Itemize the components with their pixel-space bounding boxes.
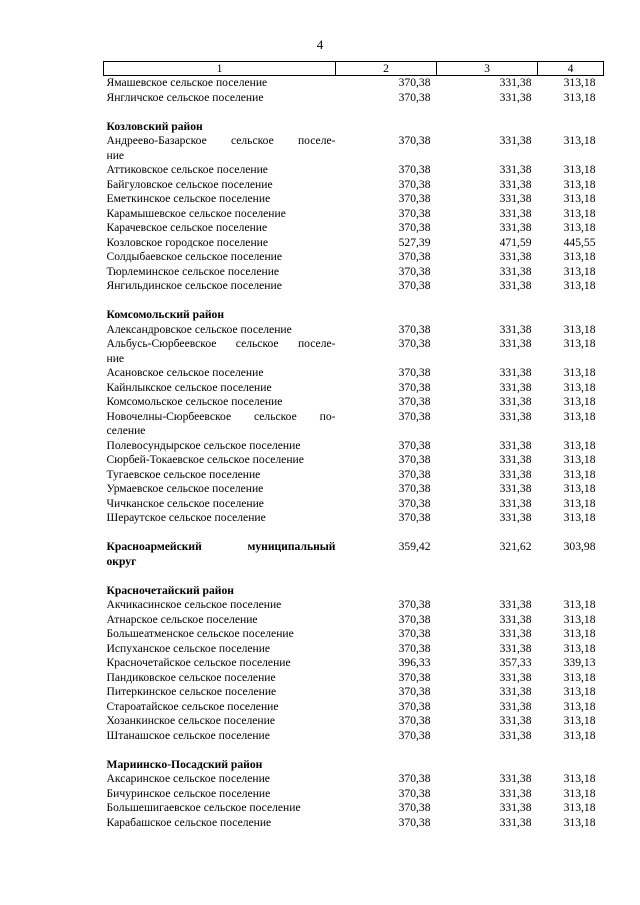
table-row	[104, 337, 604, 366]
value-cell-col-3: 331,38	[499, 163, 532, 176]
settlement-name-cell: Байгуловское сельское поселение	[106, 177, 273, 191]
spacer-cell	[104, 743, 604, 758]
district-heading: Красночетайский район	[106, 583, 234, 597]
value-cell-col-3: 331,38	[499, 322, 532, 336]
value-cell-col-3: 331,38	[499, 337, 532, 350]
value-cell-col-3: 331,38	[499, 496, 532, 510]
settlement-name-cell: Янгличское сельское поселение	[106, 90, 264, 104]
value-cell-col-3: 471,59	[499, 235, 532, 249]
district-heading-row	[104, 308, 604, 323]
table-row	[104, 76, 604, 91]
value-cell-col-2: 370,38	[398, 511, 431, 524]
value-cell-col-4: 303,98	[563, 540, 596, 553]
value-cell-col-3: 331,38	[499, 90, 532, 104]
settlement-name-line-2: селение	[106, 424, 146, 437]
value-cell-col-3: 331,38	[499, 511, 532, 524]
column-header-3: 3	[437, 62, 538, 76]
value-cell-col-2: 370,38	[398, 699, 431, 713]
value-cell-col-4: 313,18	[538, 76, 604, 91]
value-cell-col-2: 370,38	[398, 380, 431, 394]
value-cell-col-2: 370,38	[398, 598, 431, 611]
value-cell-col-2: 370,38	[398, 337, 431, 350]
value-cell-col-4: 313,18	[563, 134, 596, 147]
value-cell-col-4: 313,18	[563, 699, 596, 713]
value-cell-col-3: 331,38	[499, 670, 532, 684]
table-row	[104, 511, 604, 526]
value-cell-col-4: 313,18	[563, 670, 596, 684]
table-row	[104, 221, 604, 236]
settlement-name-cell: Тюрлеминское сельское поселение	[106, 264, 280, 278]
value-cell-col-2: 370,38	[398, 163, 431, 176]
value-cell-col-3: 331,38	[499, 699, 532, 713]
table-row	[104, 91, 604, 106]
settlement-name-cell: Штанашское сельское поселение	[106, 728, 270, 742]
spacer-row	[104, 294, 604, 309]
settlement-name-line-1: Красноармейский муниципальный	[106, 540, 336, 553]
value-cell-col-4: 313,18	[563, 322, 596, 336]
value-cell-col-4: 313,18	[563, 250, 596, 263]
value-cell-col-3: 331,38	[499, 192, 532, 205]
value-cell-col-3: 331,38	[499, 134, 532, 147]
value-cell-col-2: 370,38	[398, 801, 431, 814]
settlement-name-cell: Бичуринское сельское поселение	[106, 786, 271, 800]
value-cell-col-4: 313,18	[563, 453, 596, 466]
table-row	[104, 714, 604, 729]
value-cell-col-4: 313,18	[563, 641, 596, 655]
value-cell-col-3: 331,38	[499, 279, 532, 292]
value-cell-col-2: 370,38	[398, 366, 431, 379]
table-row	[104, 178, 604, 193]
value-cell-col-3: 331,38	[499, 409, 532, 423]
settlement-name-cell: Большеатменское сельское поселение	[106, 627, 294, 640]
settlement-name-cell: Тугаевское сельское поселение	[106, 467, 261, 481]
table-row	[104, 236, 604, 251]
table-row	[104, 381, 604, 396]
value-cell-col-2: 370,38	[398, 322, 431, 336]
settlement-name-cell: Карабашское сельское поселение	[106, 815, 272, 829]
value-cell-col-2: 370,38	[398, 206, 431, 220]
value-cell-col-4: 313,18	[563, 337, 596, 350]
settlement-name-cell: Акчикасинское сельское поселение	[106, 598, 282, 611]
table-row	[104, 279, 604, 294]
district-heading-row	[104, 584, 604, 599]
settlement-name-cell: Асановское сельское поселение	[106, 366, 264, 379]
settlement-name-cell: Красночетайское сельское поселение	[106, 656, 291, 669]
settlement-name-cell: Большешигаевское сельское поселение	[106, 801, 301, 814]
settlement-name-cell: Питеркинское сельское поселение	[106, 685, 277, 698]
value-cell-col-3: 331,38	[499, 482, 532, 495]
spacer-cell	[104, 105, 604, 120]
spacer-row	[104, 526, 604, 541]
settlement-name-cell: Полевосундырское сельское поселение	[106, 438, 301, 452]
value-cell-col-2: 370,38	[398, 728, 431, 742]
value-cell-col-2: 370,38	[398, 395, 431, 408]
value-cell-col-4: 313,18	[563, 728, 596, 742]
table-row	[104, 772, 604, 787]
column-header-1: 1	[104, 62, 336, 76]
value-cell-col-4: 313,18	[563, 90, 596, 104]
district-heading: Козловский район	[106, 119, 203, 133]
value-cell-col-3: 331,38	[499, 467, 532, 481]
value-cell-col-2: 370,38	[398, 482, 431, 495]
value-cell-col-3: 331,38	[499, 801, 532, 814]
value-cell-col-4: 313,18	[563, 714, 596, 727]
table-row	[104, 787, 604, 802]
settlement-name-cell	[104, 337, 336, 366]
value-cell-col-2: 359,42	[398, 540, 431, 553]
table-row	[104, 410, 604, 439]
value-cell-col-4: 313,18	[563, 801, 596, 814]
settlement-name-cell: Комсомольское сельское поселение	[106, 395, 283, 408]
district-heading-row	[104, 120, 604, 135]
settlement-name-line-2: округ	[106, 554, 137, 568]
table-row	[104, 366, 604, 381]
column-header-2: 2	[336, 62, 437, 76]
value-cell-col-2: 370,38	[398, 453, 431, 466]
value-cell-col-2: 370,38	[398, 177, 431, 191]
value-cell-col-2: 370,38	[398, 815, 431, 829]
table-row	[104, 207, 604, 222]
value-cell-col-3: 331,38	[499, 612, 532, 626]
value-cell-col-3: 321,62	[499, 540, 532, 553]
page-number: 4	[316, 37, 324, 52]
spacer-cell	[104, 294, 604, 309]
table-body	[104, 76, 604, 831]
value-cell-col-3: 331,38	[499, 685, 532, 698]
value-cell-col-2: 527,39	[398, 235, 431, 249]
value-cell-col-4: 313,18	[563, 482, 596, 495]
settlement-name-cell: Урмаевское сельское поселение	[106, 482, 264, 495]
value-cell-col-2: 370,38	[398, 627, 431, 640]
value-cell-col-4: 313,18	[563, 685, 596, 698]
value-cell-col-4: 313,18	[563, 279, 596, 292]
value-cell-col-2: 370,38	[398, 438, 431, 452]
value-cell-col-3: 331,38	[499, 627, 532, 640]
spacer-row	[104, 743, 604, 758]
value-cell-col-3: 331,38	[499, 598, 532, 611]
table-row	[104, 134, 604, 163]
table-row	[104, 453, 604, 468]
settlement-name-cell: Староатайское сельское поселение	[106, 699, 279, 713]
value-cell-col-3: 357,33	[499, 656, 532, 669]
value-cell-col-2: 370,38	[336, 76, 437, 91]
value-cell-col-2: 370,38	[398, 612, 431, 626]
value-cell-col-3: 331,38	[499, 453, 532, 466]
value-cell-col-3: 331,38	[499, 221, 532, 234]
settlement-name-cell	[104, 410, 336, 439]
table-row	[104, 250, 604, 265]
settlement-name-cell: Хозанкинское сельское поселение	[106, 714, 275, 727]
spacer-cell	[104, 526, 604, 541]
settlement-name-cell: Аттиковское сельское поселение	[106, 163, 268, 176]
settlement-name-cell: Карамышевское сельское поселение	[106, 206, 286, 220]
value-cell-col-2: 370,38	[398, 250, 431, 263]
value-cell-col-2: 370,38	[398, 670, 431, 684]
settlement-name-cell	[104, 134, 336, 163]
value-cell-col-4: 313,18	[563, 467, 596, 481]
value-cell-col-4: 313,18	[563, 206, 596, 220]
value-cell-col-3: 331,38	[499, 728, 532, 742]
value-cell-col-3: 331,38	[499, 438, 532, 452]
value-cell-col-3: 331,38	[499, 366, 532, 379]
value-cell-col-2: 370,38	[398, 496, 431, 510]
value-cell-col-4: 313,18	[563, 438, 596, 452]
value-cell-col-4: 313,18	[563, 380, 596, 394]
value-cell-col-4: 313,18	[563, 177, 596, 191]
spacer-row	[104, 105, 604, 120]
table-row	[104, 729, 604, 744]
value-cell-col-4: 313,18	[563, 772, 596, 785]
value-cell-col-3: 331,38	[499, 641, 532, 655]
settlement-name-cell: Еметкинское сельское поселение	[106, 192, 271, 205]
value-cell-col-3: 331,38	[499, 206, 532, 220]
value-cell-col-3: 331,38	[499, 177, 532, 191]
value-cell-col-4: 313,18	[563, 395, 596, 408]
settlement-name-cell: Александровское сельское поселение	[106, 322, 292, 336]
value-cell-col-4: 313,18	[563, 192, 596, 205]
value-cell-col-3: 331,38	[499, 815, 532, 829]
table-row	[104, 598, 604, 613]
value-cell-col-4: 313,18	[563, 627, 596, 640]
value-cell-col-4: 445,55	[563, 235, 596, 249]
settlement-name-line-1: Новочелны-Сюрбеевское сельское по-	[106, 409, 336, 423]
value-cell-col-4: 339,13	[563, 656, 596, 669]
settlement-name-cell: Аксаринское сельское поселение	[106, 772, 270, 785]
table-row	[104, 700, 604, 715]
value-cell-col-4: 313,18	[563, 815, 596, 829]
settlement-name-cell: Пандиковское сельское поселение	[106, 670, 276, 684]
settlement-name-cell: Чичканское сельское поселение	[106, 496, 264, 510]
spacer-row	[104, 569, 604, 584]
value-cell-col-2: 370,38	[398, 90, 431, 104]
value-cell-col-3: 331,38	[499, 380, 532, 394]
settlements-table	[103, 61, 604, 830]
value-cell-col-4: 313,18	[563, 496, 596, 510]
table-row	[104, 540, 604, 569]
settlement-name-cell	[104, 540, 336, 569]
settlement-name-line-2: ние	[106, 148, 125, 162]
value-cell-col-4: 313,18	[563, 612, 596, 626]
settlement-name-cell: Сюрбей-Токаевское сельское поселение	[106, 453, 304, 466]
value-cell-col-4: 313,18	[563, 786, 596, 800]
settlement-name-cell: Козловское городское поселение	[106, 235, 268, 249]
settlement-name-cell: Испуханское сельское поселение	[106, 641, 271, 655]
settlement-name-cell: Янгильдинское сельское поселение	[106, 279, 282, 292]
table-row	[104, 192, 604, 207]
value-cell-col-2: 370,38	[398, 714, 431, 727]
column-header-4: 4	[538, 62, 604, 76]
table-row	[104, 816, 604, 831]
value-cell-col-2: 370,38	[398, 772, 431, 785]
value-cell-col-2: 370,38	[398, 134, 431, 147]
table-row	[104, 497, 604, 512]
table-row	[104, 482, 604, 497]
value-cell-col-2: 370,38	[398, 192, 431, 205]
settlement-name-cell: Атнарское сельское поселение	[106, 612, 258, 626]
value-cell-col-2: 370,38	[398, 279, 431, 292]
value-cell-col-3: 331,38	[499, 395, 532, 408]
table-row	[104, 656, 604, 671]
value-cell-col-2: 370,38	[398, 467, 431, 481]
table-row	[104, 642, 604, 657]
district-heading-row	[104, 758, 604, 773]
table-row	[104, 801, 604, 816]
value-cell-col-4: 313,18	[563, 409, 596, 423]
table-row	[104, 395, 604, 410]
value-cell-col-2: 370,38	[398, 221, 431, 234]
settlement-name-cell: Солдыбаевское сельское поселение	[106, 250, 283, 263]
value-cell-col-4: 313,18	[563, 511, 596, 524]
value-cell-col-3: 331,38	[437, 76, 538, 91]
value-cell-col-4: 313,18	[563, 598, 596, 611]
value-cell-col-2: 370,38	[398, 685, 431, 698]
settlement-name-cell: Кайнлыкское сельское поселение	[106, 380, 272, 394]
settlement-name-cell: Карачевское сельское поселение	[106, 221, 268, 234]
table-row	[104, 265, 604, 280]
table-row	[104, 685, 604, 700]
spacer-cell	[104, 569, 604, 584]
table-row	[104, 627, 604, 642]
value-cell-col-4: 313,18	[563, 163, 596, 176]
value-cell-col-4: 313,18	[563, 264, 596, 278]
table-header-row	[104, 62, 604, 76]
table-row	[104, 323, 604, 338]
value-cell-col-4: 313,18	[563, 221, 596, 234]
value-cell-col-3: 331,38	[499, 714, 532, 727]
value-cell-col-3: 331,38	[499, 772, 532, 785]
table-row	[104, 468, 604, 483]
value-cell-col-3: 331,38	[499, 250, 532, 263]
settlement-name-line-1: Андреево-Базарское сельское поселе-	[106, 134, 336, 147]
table-row	[104, 163, 604, 178]
value-cell-col-2: 370,38	[398, 409, 431, 423]
district-heading: Комсомольский район	[106, 308, 225, 321]
table-row	[104, 671, 604, 686]
value-cell-col-2: 370,38	[398, 786, 431, 800]
value-cell-col-2: 396,33	[398, 656, 431, 669]
district-heading: Мариинско-Посадский район	[106, 757, 263, 771]
settlement-name-line-1: Альбусь-Сюрбеевское сельское поселе-	[106, 337, 336, 350]
value-cell-col-2: 370,38	[398, 264, 431, 278]
settlement-name-cell: Ямашевское сельское поселение	[104, 76, 336, 91]
value-cell-col-3: 331,38	[499, 264, 532, 278]
value-cell-col-4: 313,18	[563, 366, 596, 379]
settlement-name-line-2: ние	[106, 351, 125, 365]
value-cell-col-2: 370,38	[398, 641, 431, 655]
settlement-name-cell: Шераутское сельское поселение	[106, 511, 266, 524]
table-row	[104, 439, 604, 454]
table-row	[104, 613, 604, 628]
value-cell-col-3: 331,38	[499, 786, 532, 800]
